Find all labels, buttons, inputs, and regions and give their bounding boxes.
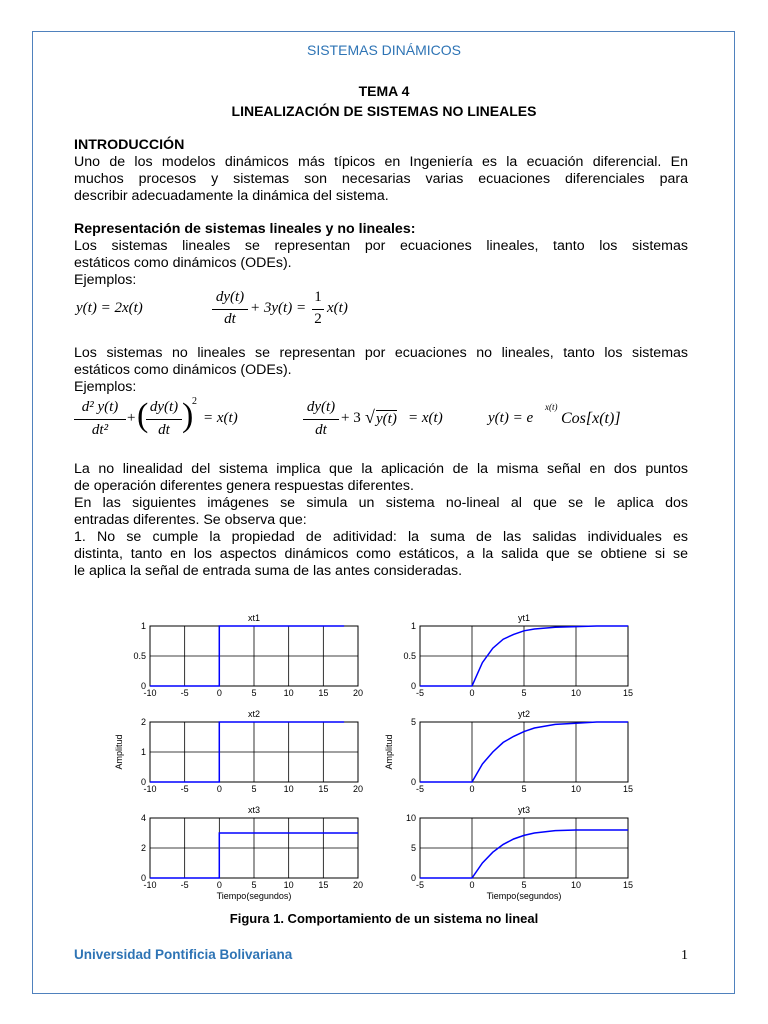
intro-heading: INTRODUCCIÓN [74,137,185,153]
body-line: La no linealidad del sistema implica que la aplicación de la misma señal en dos puntos [74,461,688,477]
x-tick-label: 5 [251,688,257,698]
page-number: 1 [681,948,688,963]
fraction-bar [74,419,126,420]
x-axis-label: Tiempo(segundos) [486,891,562,901]
equation-linear-static: y(t) = 2x(t) [76,300,143,316]
chart-title: yt3 [517,805,531,815]
representacion-section [74,221,688,289]
representacion-line: Los sistemas lineales se representan por ecuaciones lineales, tanto los sistemas [74,238,688,254]
y-tick-label: 0 [410,681,416,691]
x-tick-label: -5 [180,784,189,794]
y-tick-label: 0 [410,777,416,787]
x-tick-label: 5 [251,880,257,890]
y-tick-label: 0 [410,873,416,883]
y-tick-label: 0 [140,681,146,691]
x-tick-label: 20 [352,784,364,794]
eq-nl1-plus: + [127,410,136,426]
x-tick-label: 0 [216,784,222,794]
x-tick-label: 10 [570,784,582,794]
x-tick-label: -5 [180,688,189,698]
no-lineales-line: Ejemplos: [74,379,137,395]
x-tick-label: 15 [622,688,634,698]
tema-title: LINEALIZACIÓN DE SISTEMAS NO LINEALES [231,103,537,119]
y-tick-label: 0.5 [133,651,146,661]
x-tick-label: 10 [283,688,294,698]
footer-university: Universidad Pontificia Bolivariana [74,947,293,962]
chart-title: yt1 [517,613,531,623]
y-tick-label: 1 [140,747,146,757]
x-tick-label: 5 [521,688,527,698]
x-tick-label: 20 [352,688,364,698]
body-line: 1. No se cumple la propiedad de aditividad: la suma de las salidas individuales es [74,529,688,545]
eq-nl1-pow: 2 [192,396,197,407]
x-tick-label: 0 [469,880,475,890]
x-tick-label: 0 [216,880,222,890]
y-tick-label: 0.5 [403,651,416,661]
y-tick-label: 5 [410,717,416,727]
no-lineales-line: Los sistemas no lineales se representan por ecuaciones no lineales, tanto los sistemas [74,345,688,361]
paren-left: ( [137,397,149,434]
eq-nl1-end: = x(t) [203,410,238,426]
x-tick-label: 10 [283,880,294,890]
equation-linear-dyn-mid: + 3y(t) = [250,300,307,316]
representacion-heading: Representación de sistemas lineales y no lineales: [74,221,416,237]
fraction-bar [146,419,182,420]
intro-line: Uno de los modelos dinámicos más típicos en Ingeniería es la ecuación diferencial. En [74,154,688,170]
eq-nl2-root: y(t) [376,411,397,427]
y-tick-label: 5 [410,843,416,853]
body-line: entradas diferentes. Se observa que: [74,512,307,528]
x-tick-label: -5 [415,880,425,890]
y-tick-label: 2 [140,843,146,853]
x-tick-label: 0 [469,688,475,698]
intro-section [74,137,688,205]
x-tick-label: 0 [469,784,475,794]
sqrt-symbol: √ [365,407,375,427]
y-tick-label: 10 [405,813,416,823]
body-line: distinta, tanto en los aspectos dinámicos como estáticos, a la salida que se obtiene si se [74,546,688,562]
eq-nl2-end: = x(t) [408,410,443,426]
intro-line: muchos procesos y sistemas son necesarias varias ecuaciones diferenciales para [74,171,688,187]
chart-title: xt1 [247,613,261,623]
equation-frac-num: 1 [314,289,322,305]
eq-nl1-paren-den: dt [158,422,170,438]
fraction-bar [212,309,248,310]
eq-nl3-rhs: Cos[x(t)] [561,410,621,427]
eq-nl3-lhs: y(t) = e [488,410,534,426]
no-lineales-section [74,345,688,396]
equation-linear-dyn-num: dy(t) [215,289,245,305]
representacion-line: estáticos como dinámicos (ODEs). [74,255,292,271]
eq-nl2-den: dt [315,422,327,438]
eq-nl1-num: d² y(t) [81,399,119,415]
equation-linear-dyn-end: x(t) [327,300,348,316]
eq-nl2-num: dy(t) [306,399,336,415]
x-tick-label: 0 [216,688,222,698]
eq-nl3-sup: x(t) [545,402,558,412]
body-line: de operación diferentes genera respuestas diferentes. [74,478,414,494]
tema-number: TEMA 4 [358,83,410,99]
y-tick-label: 2 [140,717,146,727]
y-tick-label: 1 [140,621,146,631]
y-tick-label: 4 [140,813,146,823]
x-axis-label: Tiempo(segundos) [216,891,292,901]
body-section [74,461,688,580]
equation-frac-den: 2 [314,311,322,327]
x-tick-label: -10 [143,784,157,794]
x-tick-label: -5 [415,688,425,698]
eq-nl1-den: dt² [91,422,109,438]
paren-right: ) [182,397,194,434]
equation-linear-dyn-den: dt [224,311,236,327]
x-tick-label: 10 [570,688,582,698]
chart-title: yt2 [517,709,531,719]
x-tick-label: 15 [622,880,634,890]
figure-caption: Figura 1. Comportamiento de un sistema no lineal [229,911,539,926]
y-tick-label: 0 [140,873,146,883]
x-tick-label: 15 [318,688,329,698]
body-line: le aplica la señal de entrada suma de las antes consideradas. [74,563,463,579]
x-tick-label: 10 [570,880,582,890]
y-tick-label: 0 [140,777,146,787]
x-tick-label: -10 [143,688,157,698]
x-tick-label: -10 [143,880,157,890]
x-tick-label: 15 [622,784,634,794]
x-tick-label: -5 [180,880,189,890]
body-line: En las siguientes imágenes se simula un sistema no-lineal al que se le aplica dos [74,495,688,511]
y-axis-label: Amplitud [384,734,394,770]
x-tick-label: -5 [415,784,425,794]
fraction-bar [312,309,324,310]
chart-title: xt3 [247,805,261,815]
chart-title: xt2 [247,709,261,719]
x-tick-label: 15 [318,880,329,890]
x-tick-label: 5 [521,880,527,890]
x-tick-label: 15 [318,784,329,794]
intro-line: describir adecuadamente la dinámica del sistema. [74,188,389,204]
y-tick-label: 1 [410,621,416,631]
x-tick-label: 5 [251,784,257,794]
y-axis-label: Amplitud [114,734,124,770]
x-tick-label: 5 [521,784,527,794]
eq-nl1-paren-num: dy(t) [149,399,179,415]
running-header: SISTEMAS DINÁMICOS [306,42,462,58]
fraction-bar [303,419,339,420]
x-tick-label: 20 [352,880,364,890]
x-tick-label: 10 [283,784,294,794]
eq-nl2-mid: + 3 [341,410,361,426]
representacion-line: Ejemplos: [74,272,137,288]
no-lineales-line: estáticos como dinámicos (ODEs). [74,362,292,378]
